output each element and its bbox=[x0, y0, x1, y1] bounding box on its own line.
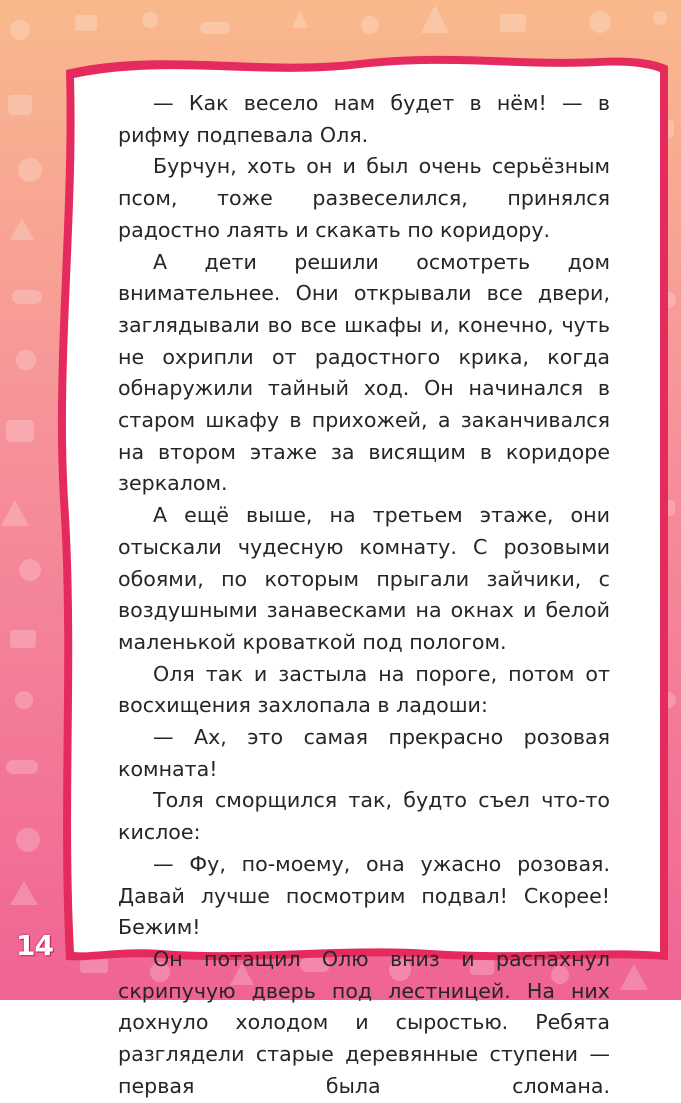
paragraph: А ещё выше, на третьем этаже, они отыскали чудесную комнату. С розовыми обоями, по которым прыгали зайчики, с воздушными занавесками на окнах и белой маленькой кроваткой под пологом. bbox=[118, 503, 610, 654]
story-text bbox=[118, 88, 610, 1103]
paragraph: — Фу, по-моему, она ужасно розовая. Давай лучше посмотрим подвал! Скорее! Бежим! bbox=[118, 851, 610, 940]
paragraph: Оля так и застыла на пороге, потом от восхищения захлопала в ладоши: bbox=[118, 661, 610, 718]
paragraph: А дети решили осмотреть дом внимательнее. Они открывали все двери, заглядывали во все шкафы и, конечно, чуть не охрипли от радостного крика, когда обнаружили тайный ход. Он начинался в старом шкафу в прихожей, а заканчивался на втором этаже за висящим в коридоре зеркалом. bbox=[118, 249, 610, 496]
paragraph: Бурчун, хоть он и был очень серьёзным псом, тоже развеселился, принялся радостно лаять и скакать по коридору. bbox=[118, 154, 610, 242]
paragraph: — Ах, это самая прекрасно розовая комната! bbox=[118, 725, 610, 781]
paragraph: Толя сморщился так, будто съел что-то кислое: bbox=[118, 788, 610, 845]
paragraph: Он потащил Олю вниз и распахнул скрипучую дверь под лестницей. На них дохнуло холодом и сыростью. Ребята разглядели старые деревянные ступени — первая была сломана. bbox=[118, 946, 610, 1098]
paragraph: — Как весело нам будет в нём! — в рифму подпевала Оля. bbox=[118, 91, 610, 147]
page-number: 14 bbox=[16, 929, 53, 962]
